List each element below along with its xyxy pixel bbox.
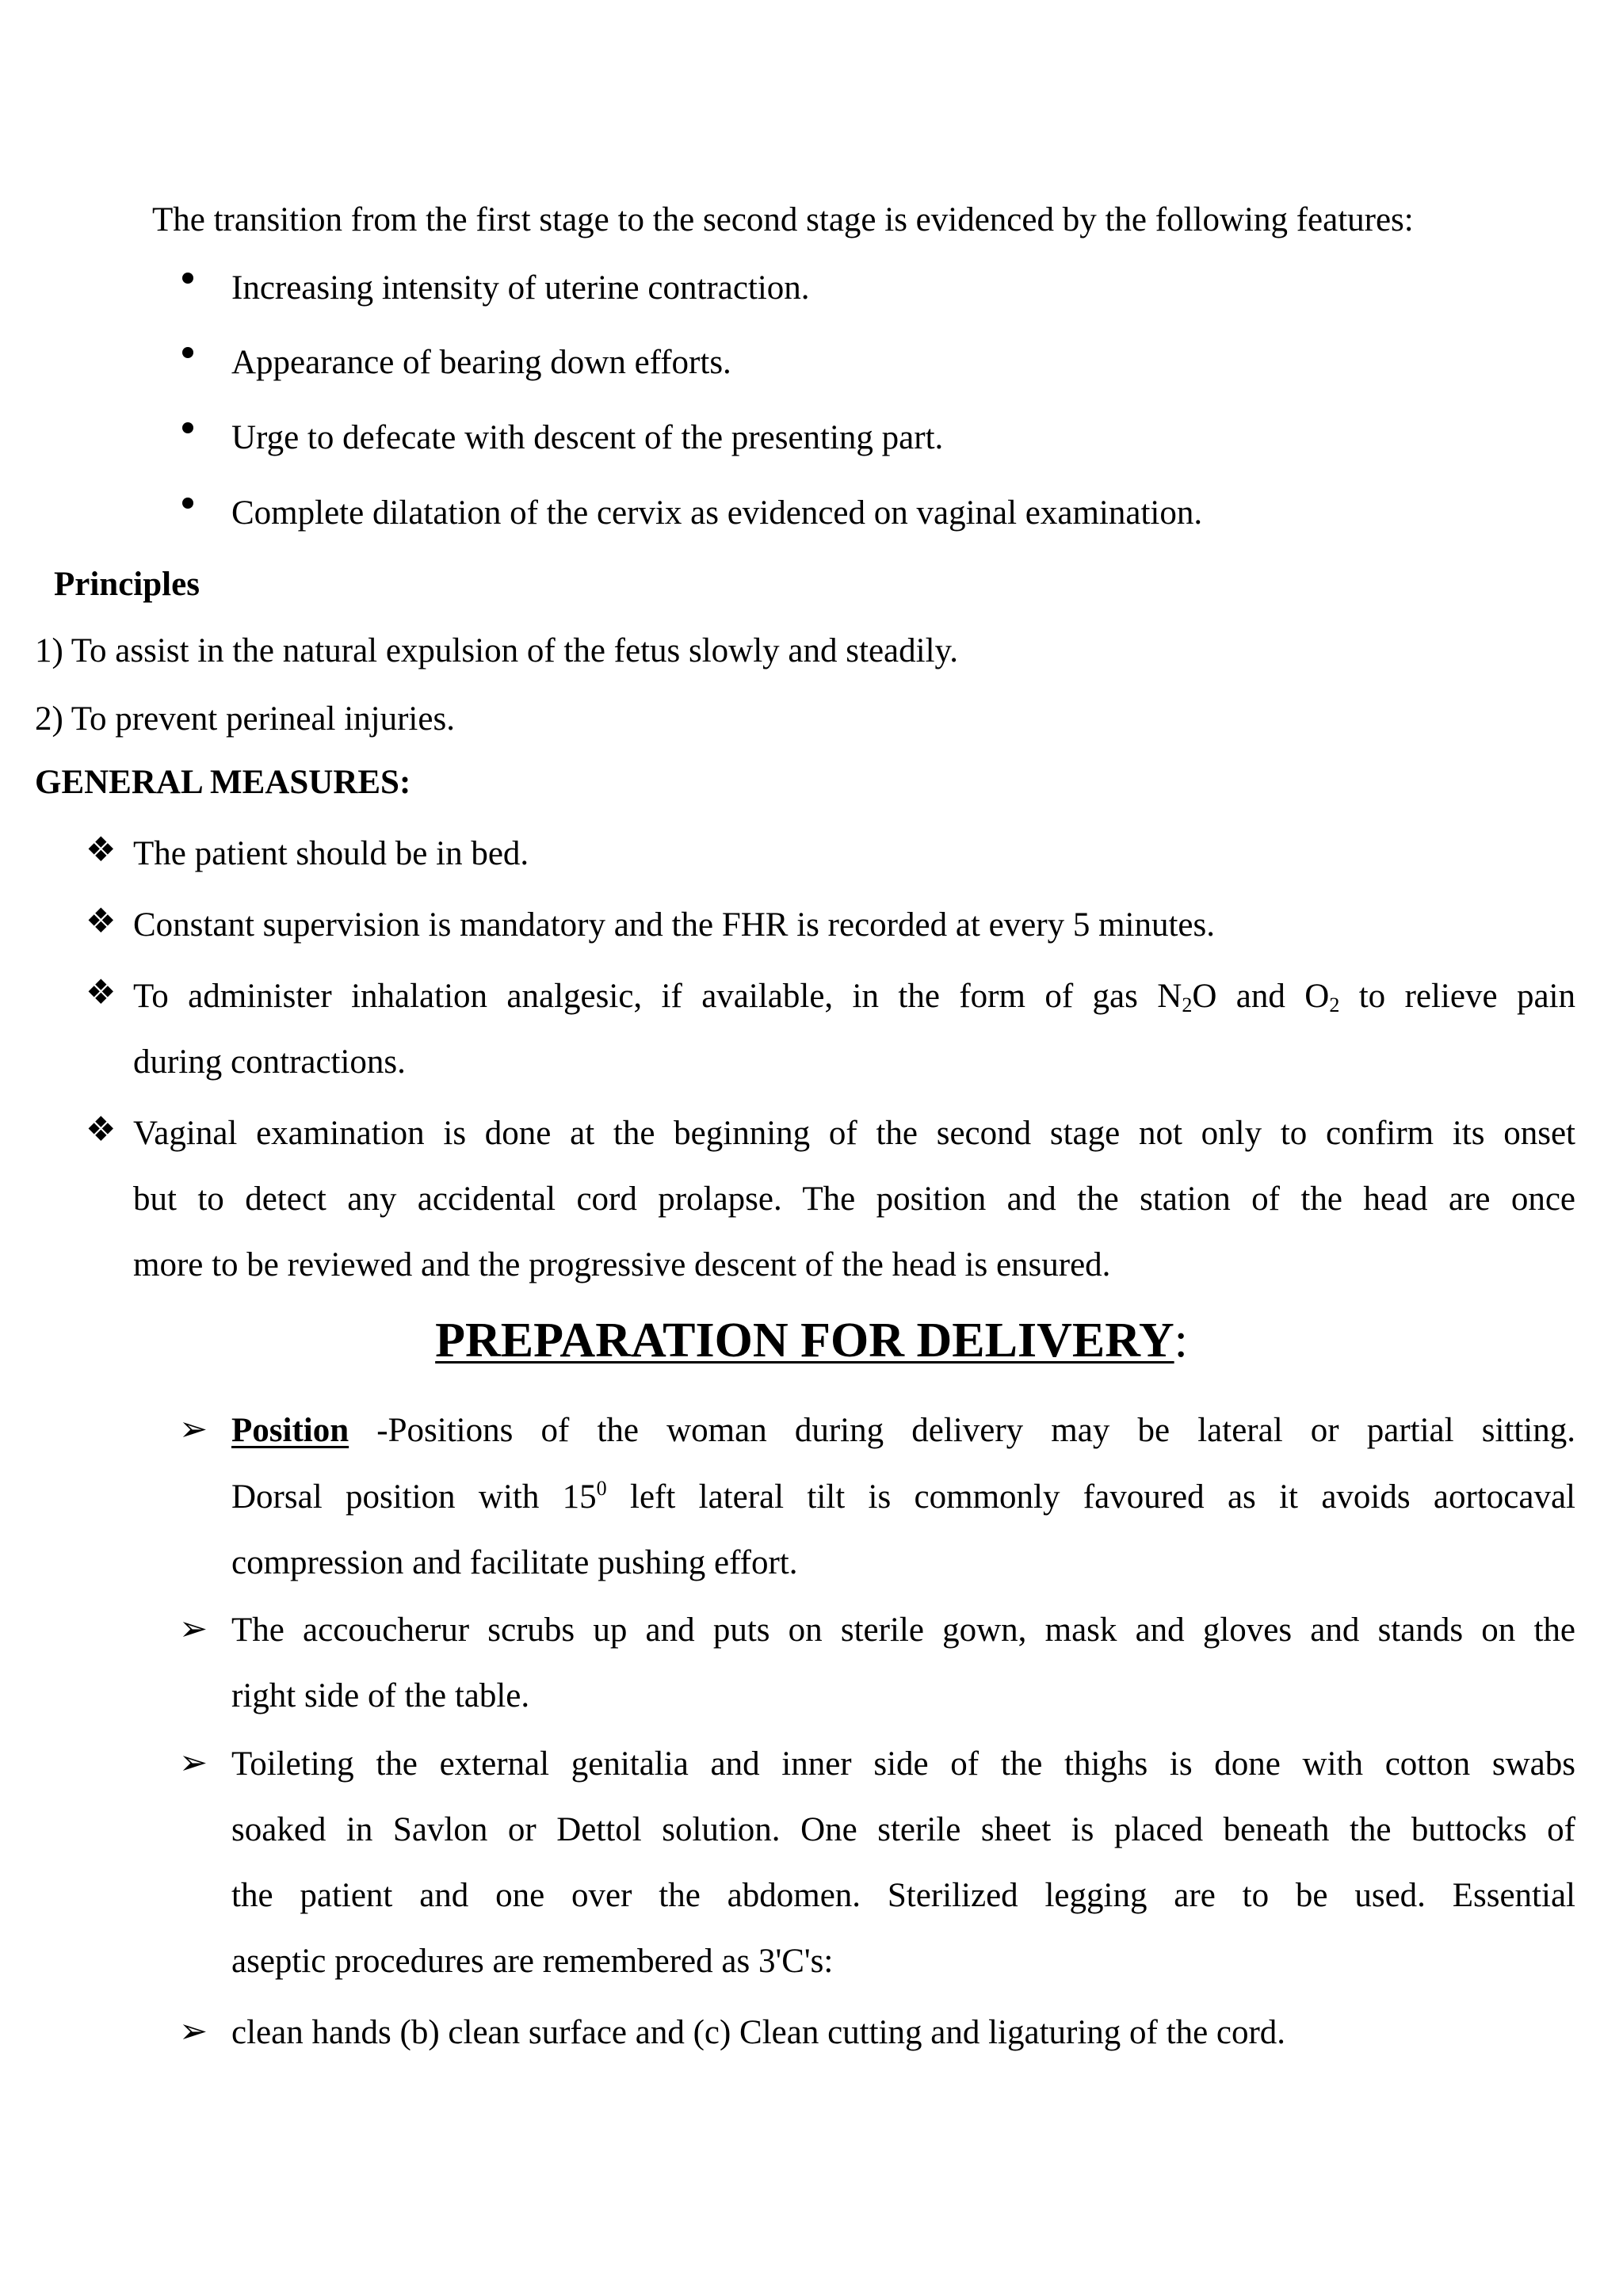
feature-item: Complete dilatation of the cervix as evidenced on vaginal examination. [231,494,1203,532]
arrow-bullet-icon: ➢ [179,1745,208,1782]
feature-item: Increasing intensity of uterine contraction. [231,269,810,307]
diamond-bullet-icon: ❖ [86,1112,116,1149]
prep-item-continuation: compression and facilitate pushing effort. [231,1544,798,1581]
position-label: Position [231,1412,349,1449]
measure-item: Constant supervision is mandatory and the FHR is recorded at every 5 minutes. [133,906,1215,944]
intro-text: The transition from the first stage to the second stage is evidenced by the following features: [152,201,1414,238]
prep-item: Toileting the external genitalia and inner side of the thighs is done with cotton swabs [231,1745,1575,1783]
bullet-dot-icon [182,330,193,364]
measure-item-continuation: but to detect any accidental cord prolapse. The position and the station of the head are once [133,1180,1575,1218]
measure-item: The patient should be in bed. [133,835,529,872]
prep-item-continuation: Dorsal position with $15^0$ left lateral tilt is commonly favoured as it avoids aortocaval [231,1477,1575,1516]
prep-item-continuation: the patient and one over the abdomen. Sterilized legging are to be used. Essential [231,1877,1575,1914]
prep-item: clean hands (b) clean surface and (c) Clean cutting and ligaturing of the cord. [231,2014,1286,2051]
bullet-dot-icon [182,406,193,440]
feature-item: Appearance of bearing down efforts. [231,344,731,381]
measure-item-continuation: more to be reviewed and the progressive descent of the head is ensured. [133,1246,1111,1283]
prep-item: Position -Positions of the woman during delivery may be lateral or partial sitting. [231,1412,1575,1449]
arrow-bullet-icon: ➢ [179,2013,208,2050]
page-title: PREPARATION FOR DELIVERY: [435,1314,1188,1367]
principle-item: 2) To prevent perineal injuries. [35,700,455,738]
prep-item: The accoucherur scrubs up and puts on sterile gown, mask and gloves and stands on the [231,1611,1575,1649]
diamond-bullet-icon: ❖ [86,974,116,1012]
measure-item: To administer inhalation analgesic, if available, in the form of gas $N_2O$ and $O_2$ to relieve pain [133,978,1575,1016]
bullet-dot-icon [182,481,193,515]
measure-item: Vaginal examination is done at the beginning of the second stage not only to confirm its onset [133,1115,1575,1152]
principle-item: 1) To assist in the natural expulsion of the fetus slowly and steadily. [35,632,958,669]
measure-item-continuation: during contractions. [133,1043,406,1081]
general-measures-heading: GENERAL MEASURES: [35,764,411,801]
bullet-dot-icon [182,256,193,290]
diamond-bullet-icon: ❖ [86,903,116,940]
prep-item-continuation: right side of the table. [231,1677,530,1714]
arrow-bullet-icon: ➢ [179,1611,208,1648]
arrow-bullet-icon: ➢ [179,1411,208,1448]
prep-item-continuation: aseptic procedures are remembered as 3'C's: [231,1943,834,1980]
feature-item: Urge to defecate with descent of the presenting part. [231,419,944,456]
prep-item-continuation: soaked in Savlon or Dettol solution. One sterile sheet is placed beneath the buttocks of [231,1811,1575,1848]
diamond-bullet-icon: ❖ [86,832,116,869]
principles-heading: Principles [54,566,200,603]
